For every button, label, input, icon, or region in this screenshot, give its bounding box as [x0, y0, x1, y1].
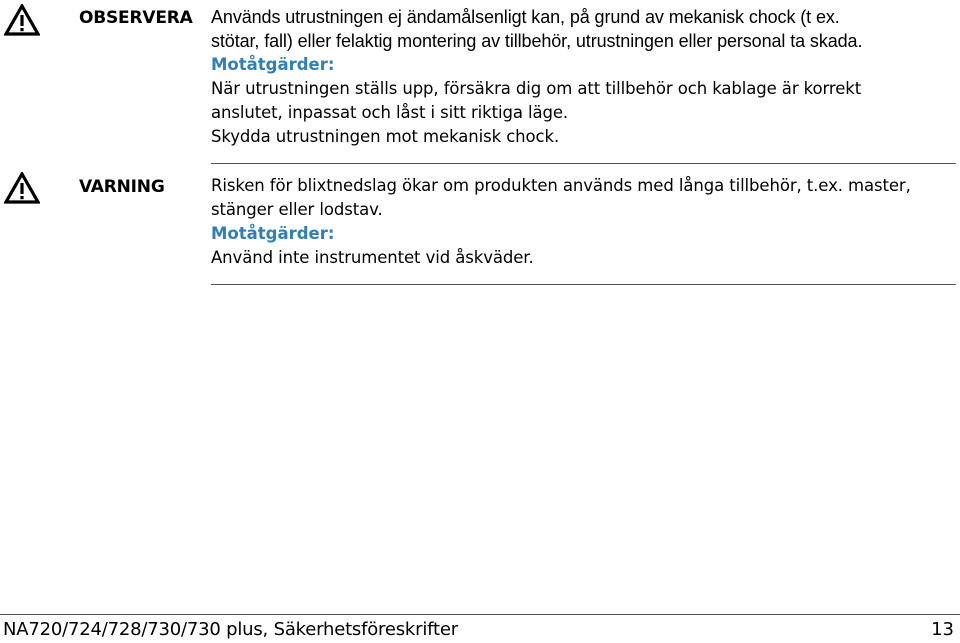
- notice-divider: [211, 163, 956, 164]
- cause-line: Risken för blixtnedslag ökar om produkten används med långa tillbehör, t.ex. master,: [211, 176, 911, 195]
- notice-divider: [211, 284, 956, 285]
- measure-line: anslutet, inpassat och låst i sitt riktiga läge.: [211, 103, 569, 122]
- cause-line: stänger eller lodstav.: [211, 200, 383, 219]
- notice-body-observera: [211, 5, 956, 149]
- footer-document-title: NA720/724/728/730/730 plus, Säkerhetsföreskrifter: [3, 619, 458, 640]
- warning-triangle-icon: [4, 4, 40, 36]
- measure-line: När utrustningen ställs upp, försäkra dig om att tillbehör och kablage är korrekt: [211, 79, 862, 98]
- footer-divider: [0, 614, 960, 615]
- warning-triangle-icon: [4, 172, 40, 204]
- measure-line: Skydda utrustningen mot mekanisk chock.: [211, 127, 560, 146]
- cause-line: stötar, fall) eller felaktig montering av tillbehör, utrustningen eller personal ta skada.: [211, 31, 863, 51]
- notice-level-varning: VARNING: [79, 177, 165, 197]
- footer-page-number: 13: [931, 619, 954, 640]
- notice-body-varning: [211, 174, 956, 270]
- measure-line: Använd inte instrumentet vid åskväder.: [211, 248, 534, 267]
- notice-level-observera: OBSERVERA: [79, 8, 193, 28]
- cause-line: Används utrustningen ej ändamålsenligt kan, på grund av mekanisk chock (t ex.: [211, 7, 840, 27]
- measures-heading: Motåtgärder:: [211, 55, 335, 74]
- measures-heading: Motåtgärder:: [211, 224, 335, 243]
